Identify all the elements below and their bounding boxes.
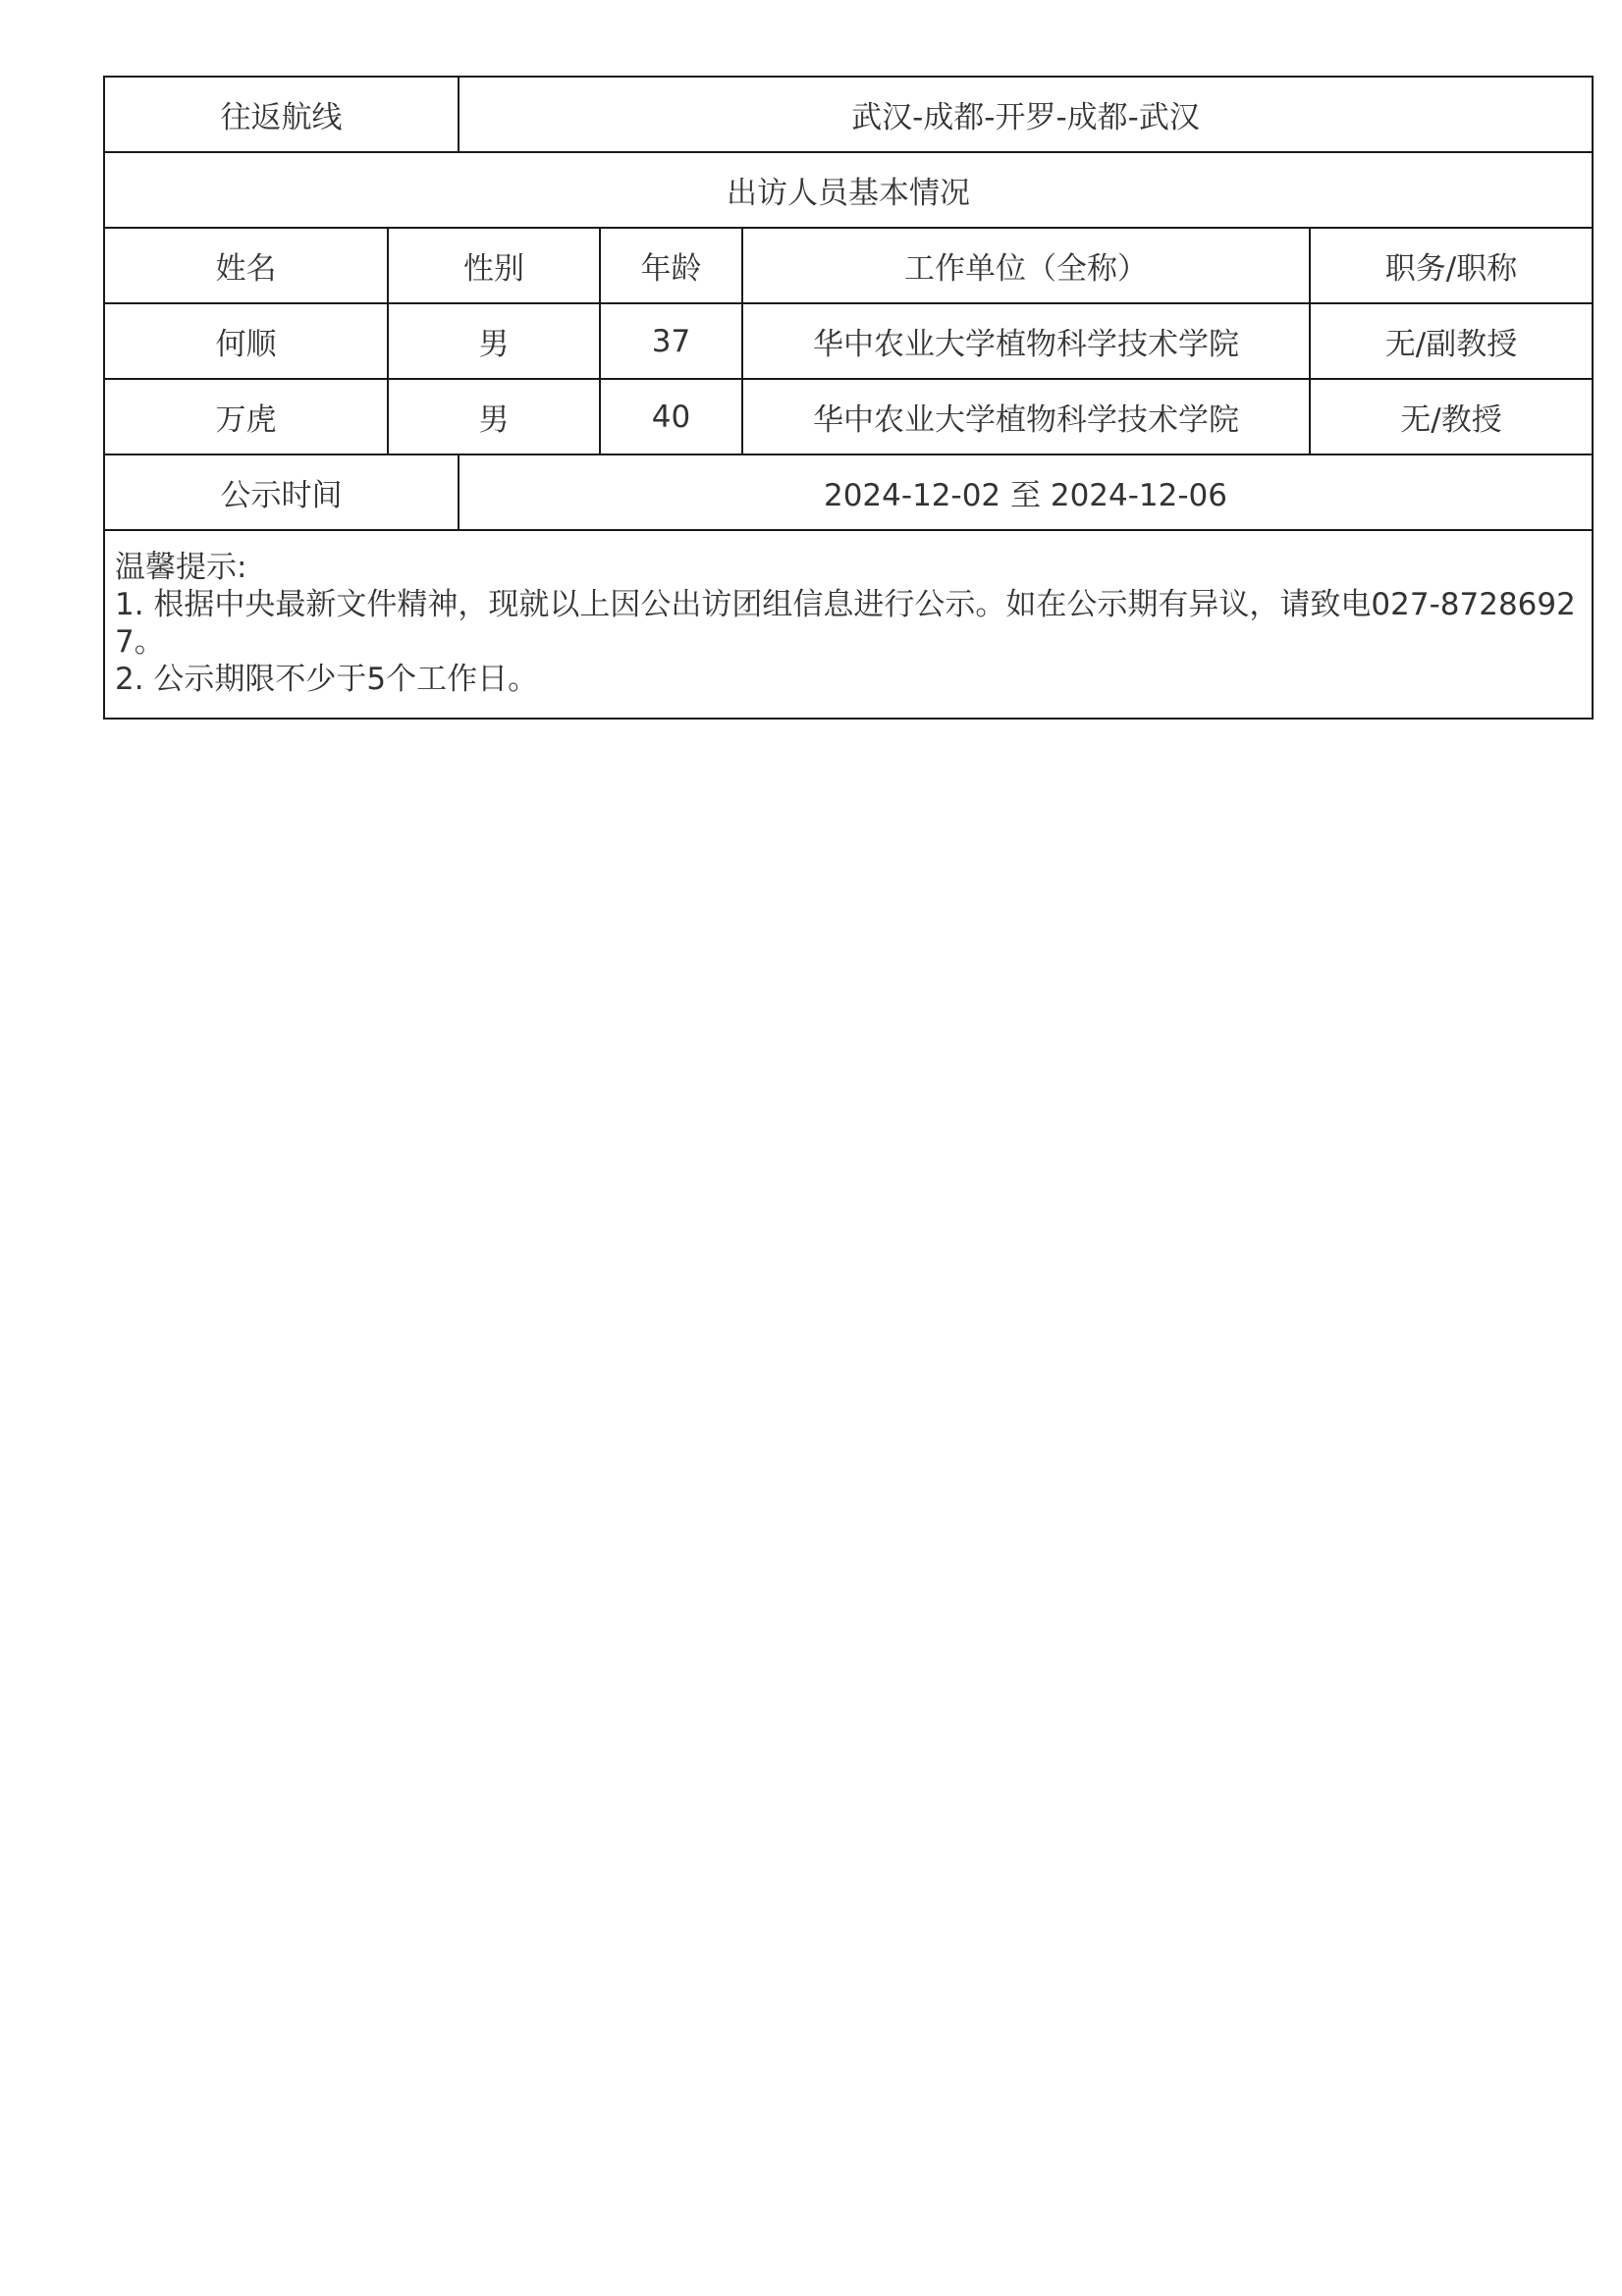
cell-gender: 男 <box>388 303 600 379</box>
cell-organization: 华中农业大学植物科学技术学院 <box>742 303 1310 379</box>
notes-row <box>104 530 1593 719</box>
cell-age: 40 <box>600 379 742 454</box>
cell-position: 无/教授 <box>1310 379 1593 454</box>
notes-cell <box>104 530 1593 719</box>
header-age: 年龄 <box>600 228 742 303</box>
header-position: 职务/职称 <box>1310 228 1593 303</box>
header-organization: 工作单位（全称） <box>742 228 1310 303</box>
header-gender: 性别 <box>388 228 600 303</box>
route-label: 往返航线 <box>104 77 459 152</box>
note-item: 2. 公示期限不少于5个工作日。 <box>115 662 539 697</box>
delegation-info-table <box>103 76 1594 720</box>
cell-organization: 华中农业大学植物科学技术学院 <box>742 379 1310 454</box>
section-title: 出访人员基本情况 <box>104 152 1593 228</box>
notes-title: 温馨提示: <box>115 550 247 585</box>
route-row <box>104 77 1593 152</box>
cell-position: 无/副教授 <box>1310 303 1593 379</box>
route-value: 武汉-成都-开罗-成都-武汉 <box>459 77 1593 152</box>
table-row <box>104 379 1593 454</box>
header-name: 姓名 <box>104 228 388 303</box>
cell-name: 万虎 <box>104 379 388 454</box>
cell-gender: 男 <box>388 379 600 454</box>
table-row <box>104 303 1593 379</box>
notice-period-label: 公示时间 <box>104 454 459 530</box>
publicity-form <box>103 76 1576 720</box>
cell-name: 何顺 <box>104 303 388 379</box>
note-item: 1. 根据中央最新文件精神，现就以上因公出访团组信息进行公示。如在公示期有异议，请致电027-87286927。 <box>115 587 1576 660</box>
notice-period-row <box>104 454 1593 530</box>
section-title-row <box>104 152 1593 228</box>
header-row <box>104 228 1593 303</box>
notice-period-value: 2024-12-02 至 2024-12-06 <box>459 454 1593 530</box>
cell-age: 37 <box>600 303 742 379</box>
